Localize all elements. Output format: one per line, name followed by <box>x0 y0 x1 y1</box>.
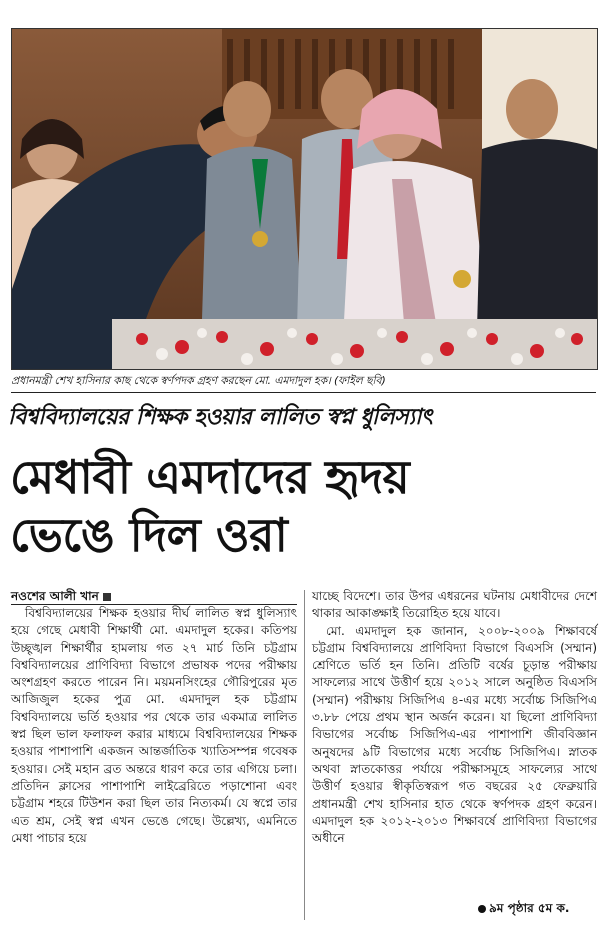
author-name: নওশের আলী খান <box>11 589 99 603</box>
bullet-icon <box>478 905 486 913</box>
photo-illustration <box>12 29 597 369</box>
column-divider <box>304 590 305 920</box>
article-column-left <box>11 605 297 847</box>
article-kicker: বিশ্ববিদ্যালয়ের শিক্ষক হওয়ার লালিত স্বপ্ন ধুলিস্যাৎ <box>8 405 433 430</box>
jump-text: ৯ম পৃষ্ঠার ৫ম ক. <box>489 901 570 915</box>
right-paragraph-2: মো. এমদাদুল হক জানান, ২০০৮-২০০৯ শিক্ষাবর্ষে চট্টগ্রাম বিশ্ববিদ্যালয়ে প্রাণিবিদ্যা বিভাগে বিএসসি (সম্মান) শ্রেণিতে ভর্তি হন তিনি। প্রতিটি বর্ষের চূড়ান্ত পরীক্ষায় সাফল্যের সাথে উত্তীর্ণ হয়ে ২০১২ সালে অনুষ্ঠিত বিএসসি (সম্মান) পরীক্ষায় সিজিপিএ ৪-এর মধ্যে সর্বোচ্চ সিজিপিএ ৩.৮৮ পেয়ে প্রথম স্থান অর্জন করেন। যা ছিলো প্রাণিবিদ্যা বিভাগের সর্বোচ্চ সিজিপিএ-এর পাশাপাশি জীববিজ্ঞান অনুষদের ৯টি বিভাগের মধ্যে সর্বোচ্চ সিজিপিএ। স্নাতক অথবা স্নাতকোত্তর পর্যায়ে পরীক্ষাসমূহে সাফল্যের সাথে উত্তীর্ণ হওয়ার স্বীকৃতিস্বরূপ গত বছরের ২৫ ফেব্রুয়ারি প্রধানমন্ত্রী শেখ হাসিনার হাত থেকে স্বর্ণপদক গ্রহণ করেন। এমদাদুল হক ২০১২-২০১৩ শিক্ষাবর্ষে প্রাণিবিদ্যা বিভাগের অধীনে <box>312 623 597 846</box>
divider-top <box>11 392 596 393</box>
headline-line-2: ভেঙে দিল ওরা <box>10 508 288 562</box>
photo-caption: প্রধানমন্ত্রী শেখ হাসিনার কাছ থেকে স্বর্ণপদক গ্রহণ করছেন মো. এমদাদুল হক। (ফাইল ছবি) <box>11 374 386 387</box>
article-column-right <box>312 588 597 847</box>
headline-line-1: মেধাবী এমদাদের হৃদয় <box>10 450 410 504</box>
right-paragraph-1: যাচ্ছে বিদেশে। তার উপর এধরনের ঘটনায় মেধাবীদের দেশে থাকার আকাঙ্ক্ষাই তিরোহিত হয়ে যাবে। <box>312 589 597 621</box>
article-headline <box>10 448 595 564</box>
byline-square-icon <box>103 593 111 601</box>
continued-on <box>478 900 569 920</box>
left-paragraph-1: বিশ্ববিদ্যালয়ের শিক্ষক হওয়ার দীর্ঘ লালিত স্বপ্ন ধুলিস্যাৎ হয়ে গেছে মেধাবী শিক্ষার্থী মো. এমদাদুল হকের। কতিপয় উচ্ছৃঙ্খল শিক্ষার্থীর হামলায় গত ২৭ মার্চ তিনি চট্টগ্রাম বিশ্ববিদ্যালয়ের প্রাণিবিদ্যা বিভাগে প্রভাষক পদের পরীক্ষায় অংশগ্রহণ করতে পারেন নি। ময়মনসিংহের গৌরিপুরের মৃত আজিজুল হকের পুত্র মো. এমদাদুল হক চট্টগ্রাম বিশ্ববিদ্যালয়ে ভর্তি হওয়ার পর থেকে তার একমাত্র লালিত স্বপ্ন ছিল ভাল ফলাফল করার মাধ্যমে বিশ্ববিদ্যালয়ের শিক্ষক হওয়ার পাশাপাশি একজন আন্তর্জাতিক খ্যাতিসম্পন্ন গবেষক হওয়ার। সেই মহান ব্রত অন্তরে ধারণ করে তার এগিয়ে চলা। প্রতিদিন ক্লাসের পাশাপাশি লাইব্রেরিতে পড়াশোনা এবং চট্টগ্রাম শহরে টিউশন করা ছিল তার নিত্যকর্ম। যে স্বপ্নে তার এত শ্রম, সেই স্বপ্ন এখন ভেঙে গেছে। উল্লেখ্য, এমনিতে মেধা পাচার হয়ে <box>11 606 297 845</box>
news-photo <box>11 28 598 370</box>
